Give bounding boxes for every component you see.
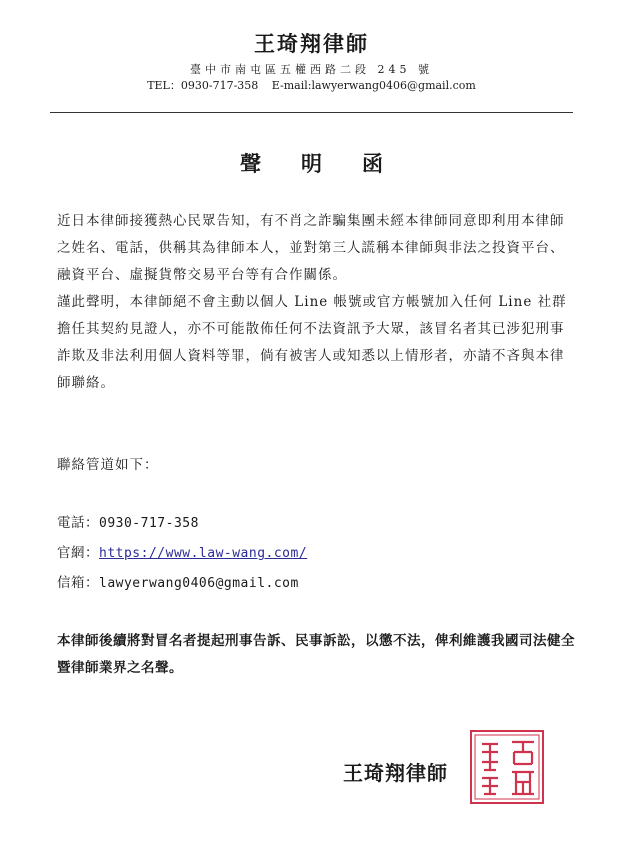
contact-website-label: 官網： bbox=[57, 545, 99, 561]
document-title: 聲明函 bbox=[240, 151, 423, 176]
contact-email bbox=[57, 573, 299, 594]
closing-statement: 本律師後續將對冒名者提起刑事告訴、民事訴訟，以懲不法，俾利維護我國司法健全暨律師業界之名聲。 bbox=[57, 633, 575, 676]
statement-paragraph-1: 近日本律師接獲熱心民眾告知，有不肖之詐騙集團未經本律師同意即利用本律師之姓名、電話，供稱其為律師本人，並對第三人謊稱本律師與非法之投資平台、融資平台、虛擬貨幣交易平台等有合作關係。 bbox=[57, 213, 565, 283]
contact-phone-value: 0930-717-358 bbox=[99, 516, 199, 531]
statement-paragraph-2: 謹此聲明，本律師絕不會主動以個人 Line 帳號或官方帳號加入任何 Line 社群擔任其契約見證人，亦不可能散佈任何不法資訊予大眾，該冒名者其已涉犯刑事詐欺及非法利用個人資料等罪，倘有被害人或知悉以上情形者，亦請不吝與本律師聯絡。 bbox=[57, 294, 567, 391]
statement-body bbox=[57, 208, 577, 397]
contact-phone bbox=[57, 513, 199, 534]
contact-section-title: 聯絡管道如下： bbox=[57, 457, 159, 473]
contact-website-link[interactable]: https://www.law-wang.com/ bbox=[99, 546, 308, 561]
header-divider bbox=[50, 112, 573, 113]
letterhead-name: 王琦翔律師 bbox=[254, 31, 369, 56]
seal-stamp-icon bbox=[468, 728, 546, 806]
contact-website bbox=[57, 543, 307, 564]
contact-email-value: lawyerwang0406@gmail.com bbox=[99, 576, 299, 591]
letterhead-tel: TEL：0930-717-358 bbox=[147, 79, 259, 92]
letterhead bbox=[0, 30, 623, 93]
letterhead-email: E-mail:lawyerwang0406@gmail.com bbox=[271, 79, 476, 92]
signature: 王琦翔律師 bbox=[343, 761, 448, 785]
letterhead-contact bbox=[0, 79, 623, 93]
contact-email-label: 信箱： bbox=[57, 575, 99, 591]
contact-phone-label: 電話： bbox=[57, 515, 99, 531]
letterhead-address: 臺中市南屯區五權西路二段 245 號 bbox=[190, 63, 433, 76]
